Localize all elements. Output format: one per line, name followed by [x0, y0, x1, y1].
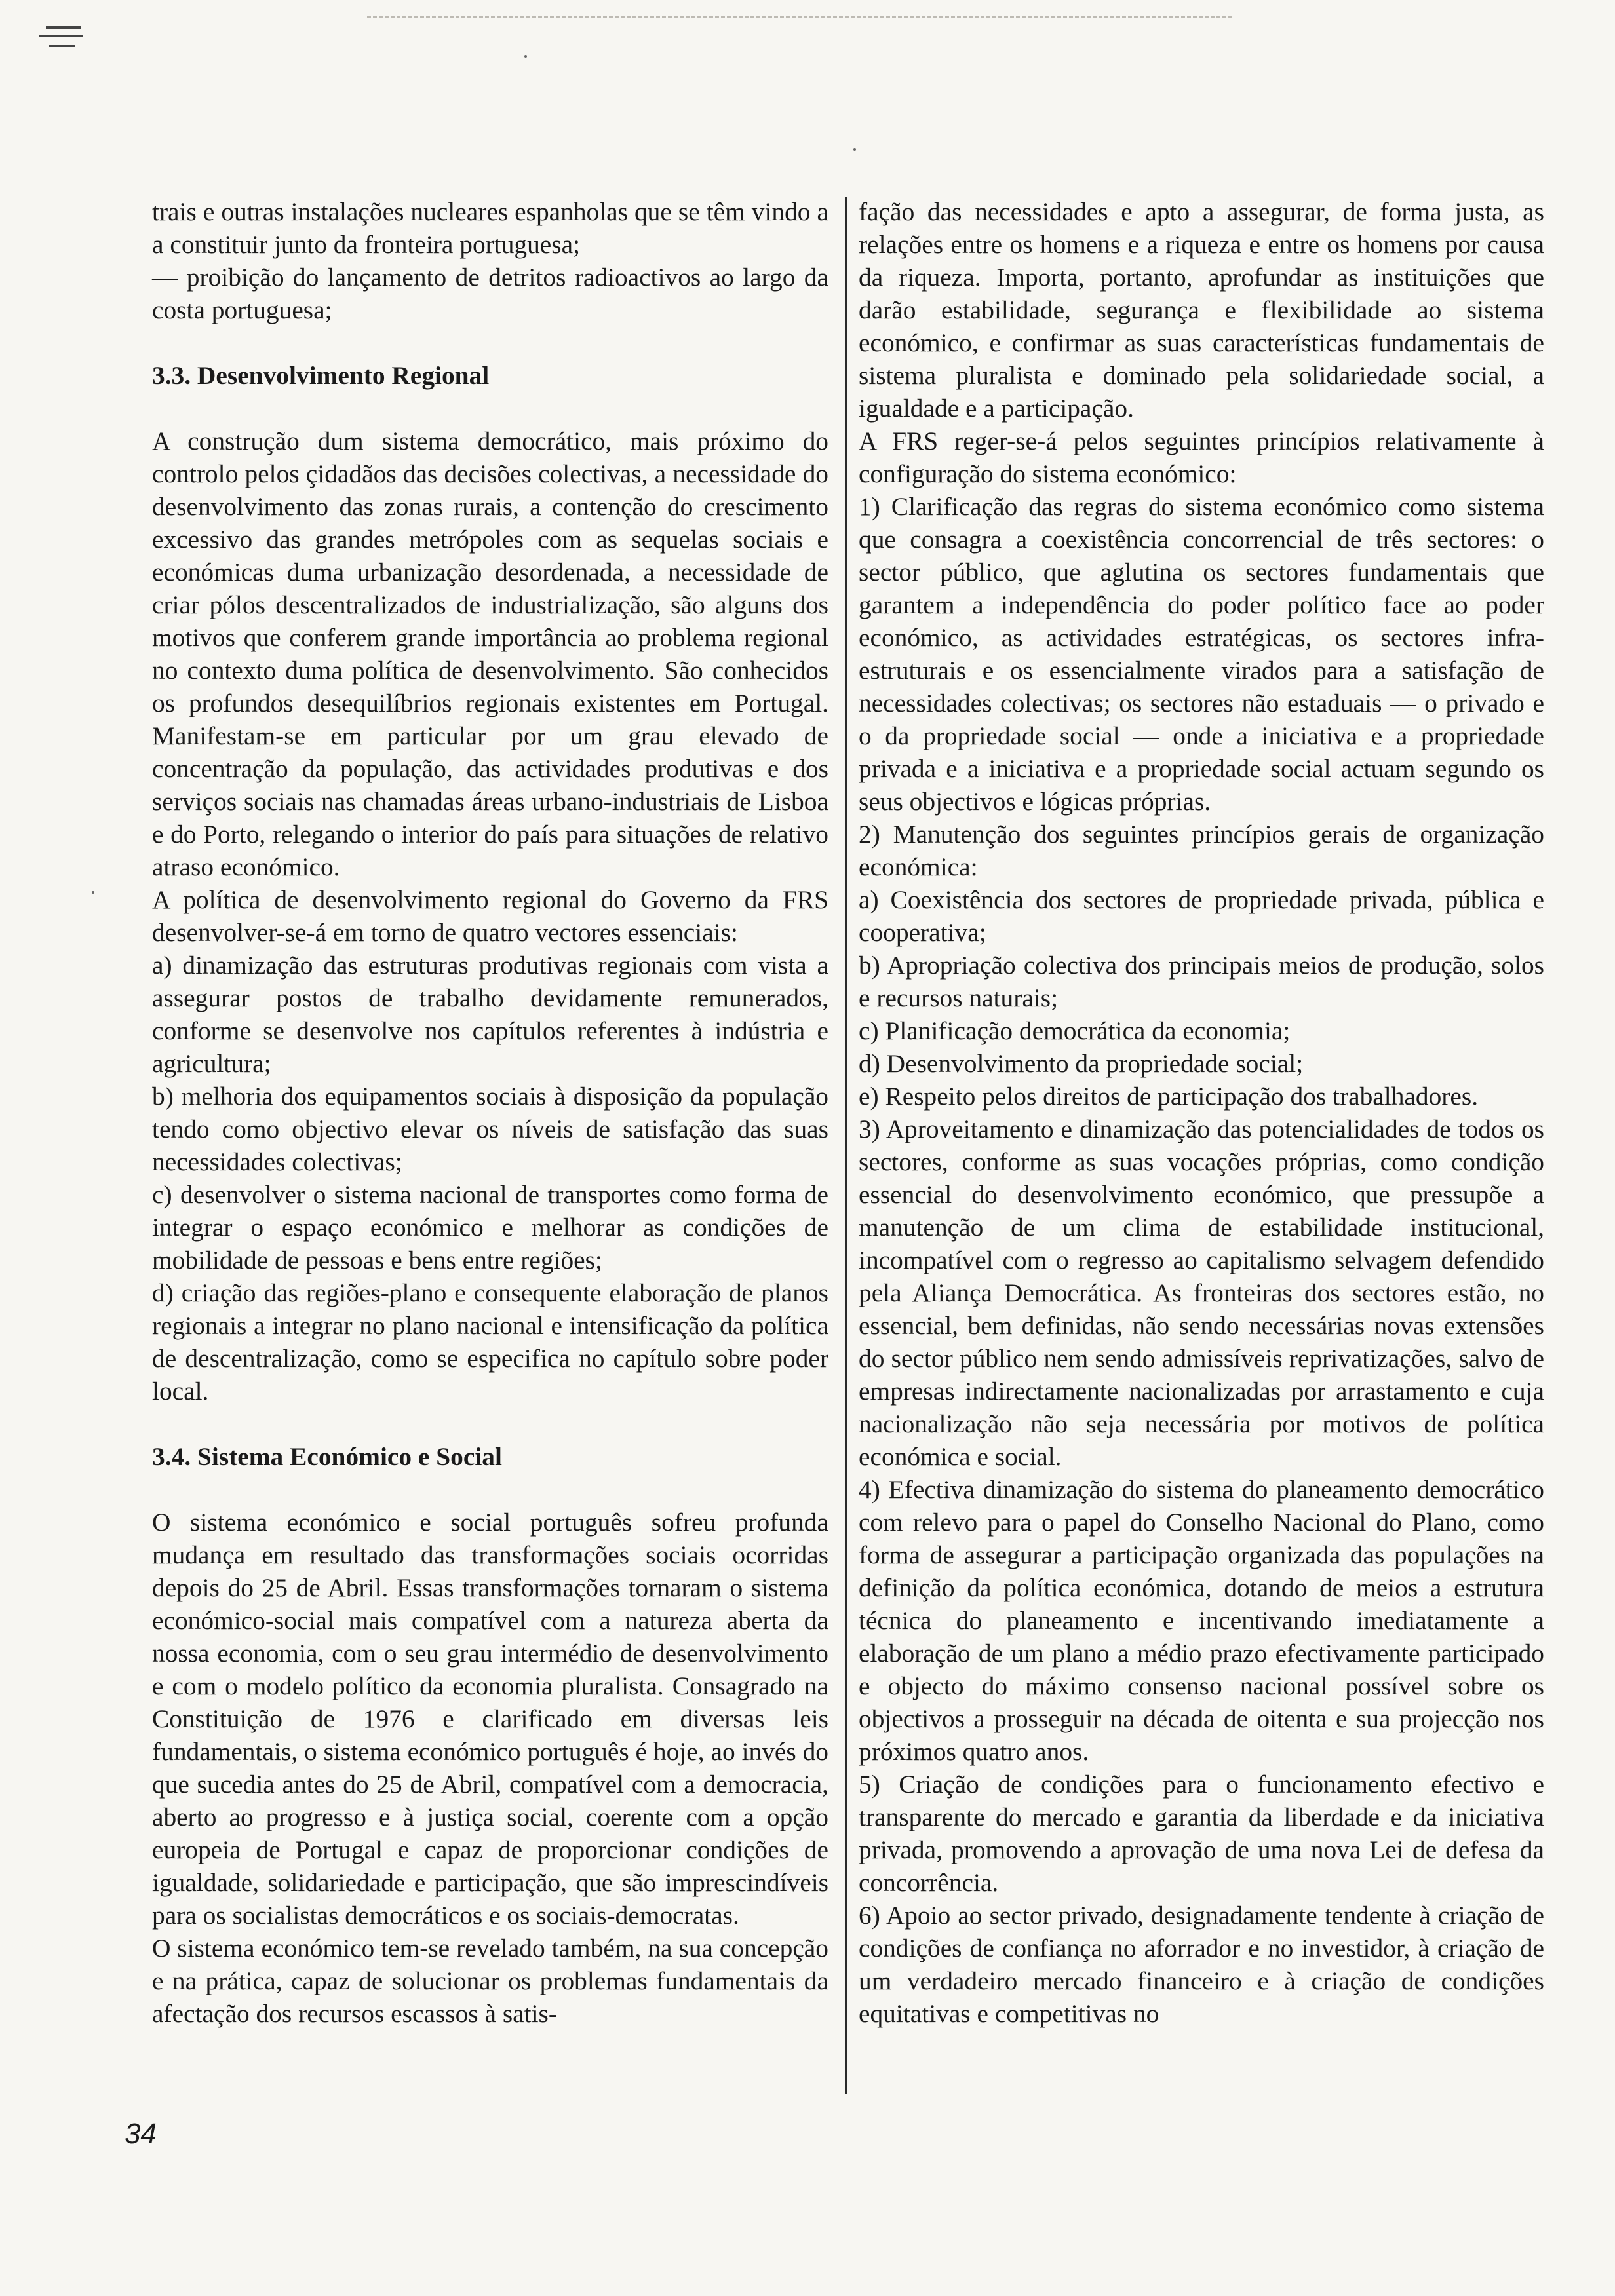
paragraph: a) dinamização das estruturas produtivas regionais com vista a assegurar postos de trabalho devidamente remunerados, conforme se desenvolve nos capítulos referentes à indústria e agricultura; [152, 951, 828, 1078]
column-divider [845, 197, 847, 2094]
paragraph: A política de desenvolvimento regional do Governo da FRS desenvolver-se-á em torno de quatro vectores essenciais: [152, 885, 828, 947]
paragraph: 5) Criação de condições para o funcionamento efectivo e transparente do mercado e garantia da liberdade e da iniciativa privada, promovendo a aprovação de uma nova Lei de defesa da concorrência. [859, 1770, 1544, 1897]
paragraph: b) melhoria dos equipamentos sociais à disposição da população tendo como objectivo elevar os níveis de satisfação das suas necessidades colectivas; [152, 1082, 828, 1176]
paragraph: O sistema económico e social português sofreu profunda mudança em resultado das transformações sociais ocorridas depois do 25 de Abril. Essas transformações tornaram o sistema económico-social mais compatível com a natureza aberta da nossa economia, com o seu grau intermédio de desenvolvimento e com o modelo político da economia pluralista. Consagrado na Constituição de 1976 e clarificado em diversas leis fundamentais, o sistema económico português é hoje, ao invés do que sucedia antes do 25 de Abril, compatível com a democracia, aberto ao progresso e à justiça social, coerente com a opção europeia de Portugal e capaz de proporcionar condições de igualdade, solidariedade e participação, que são imprescindíveis para os socialistas democráticos e os sociais-democratas. [152, 1508, 828, 1930]
section-heading: 3.4. Sistema Económico e Social [152, 1442, 502, 1471]
paragraph: 4) Efectiva dinamização do sistema do planeamento democrático com relevo para o papel do Conselho Nacional do Plano, como forma de assegurar a participação organizada das populações na definição da política económica, dotando de meios a estrutura técnica do planeamento e incentivando imediatamente a elaboração de um plano a médio prazo efectivamente participado e objecto do máximo consenso nacional possível sobre os objectivos a prosseguir na década de oitenta e sua projecção nos próximos quatro anos. [859, 1475, 1544, 1766]
left-column [152, 195, 828, 2030]
scan-dust [853, 148, 856, 151]
section-heading: 3.3. Desenvolvimento Regional [152, 361, 490, 390]
paragraph: trais e outras instalações nucleares espanholas que se têm vindo a a constituir junto da fronteira portuguesa; [152, 197, 828, 259]
paragraph: A construção dum sistema democrático, mais próximo do controlo pelos çidadãos das decisões colectivas, a necessidade do desenvolvimento das zonas rurais, a contenção do crescimento excessivo das grandes metrópoles com as sequelas sociais e económicas duma urbanização desordenada, a necessidade de criar pólos descentralizados de industrialização, são alguns dos motivos que conferem grande importância ao problema regional no contexto duma política de desenvolvimento. São conhecidos os profundos desequilíbrios regionais existentes em Portugal. Manifestam-se em particular por um grau elevado de concentração da população, das actividades produtivas e dos serviços sociais nas chamadas áreas urbano-industriais de Lisboa e do Porto, relegando o interior do país para situações de relativo atraso económico. [152, 427, 828, 881]
scan-dust [524, 55, 527, 58]
paragraph-spacer [152, 326, 828, 359]
paragraph: c) Planificação democrática da economia; [859, 1016, 1291, 1045]
paragraph: 3) Aproveitamento e dinamização das potencialidades de todos os sectores, conforme as suas vocações próprias, como condição essencial do desenvolvimento económico, que pressupõe a manutenção de um clima de estabilidade institucional, incompatível com o regresso ao capitalismo selvagem defendido pela Aliança Democrática. As fronteiras dos sectores estão, no essencial, bem definidas, não sendo necessárias novas extensões do sector público nem sendo admissíveis reprivatizações, salvo de empresas indirectamente nacionalizadas por arrastamento e cuja nacionalização não seja necessária por motivos de política económica e social. [859, 1115, 1544, 1471]
paragraph: a) Coexistência dos sectores de propriedade privada, pública e cooperativa; [859, 885, 1544, 947]
page-number: 34 [125, 2118, 157, 2150]
paragraph-spacer [152, 1473, 828, 1506]
paragraph: — proibição do lançamento de detritos radioactivos ao largo da costa portuguesa; [152, 263, 828, 324]
paragraph: 1) Clarificação das regras do sistema económico como sistema que consagra a coexistência concorrencial de três sectores: o sector público, que aglutina os sectores fundamentais que garantem a independência do poder político face ao poder económico, as actividades estratégicas, os sectores infra-estruturais e os essencialmente virados para a satisfação de necessidades colectivas; os sectores não estaduais — o privado e o da propriedade social — onde a iniciativa e a propriedade privada e a iniciativa e a propriedade social actuam segundo os seus objectivos e lógicas próprias. [859, 492, 1544, 816]
paragraph-spacer [152, 1407, 828, 1440]
right-column [859, 195, 1544, 2030]
paragraph: c) desenvolver o sistema nacional de transportes como forma de integrar o espaço económico e melhorar as condições de mobilidade de pessoas e bens entre regiões; [152, 1180, 828, 1274]
paragraph: A FRS reger-se-á pelos seguintes princípios relativamente à configuração do sistema económico: [859, 427, 1544, 488]
paragraph: O sistema económico tem-se revelado também, na sua concepção e na prática, capaz de solucionar os problemas fundamentais da afectação dos recursos escassos à satis- [152, 1934, 828, 2028]
scan-top-rule [367, 16, 1232, 18]
paragraph-spacer [152, 392, 828, 425]
paragraph: fação das necessidades e apto a assegurar, de forma justa, as relações entre os homens e a riqueza e entre os homens por causa da riqueza. Importa, portanto, aprofundar as instituições que darão estabilidade, segurança e flexibilidade ao sistema económico, e confirmar as suas características fundamentais de sistema pluralista e dominado pela solidariedade social, a igualdade e a participação. [859, 197, 1544, 423]
scan-dust [92, 891, 94, 894]
paragraph: 6) Apoio ao sector privado, designadamente tendente à criação de condições de confiança no aforrador e no investidor, à criação de um verdadeiro mercado financeiro e à criação de condições equitativas e competitivas no [859, 1901, 1544, 2028]
paragraph: e) Respeito pelos direitos de participação dos trabalhadores. [859, 1082, 1479, 1111]
paragraph: d) Desenvolvimento da propriedade social; [859, 1049, 1304, 1078]
paragraph: 2) Manutenção dos seguintes princípios gerais de organização económica: [859, 820, 1544, 881]
scan-corner-mark [39, 25, 88, 51]
paragraph: d) criação das regiões-plano e consequente elaboração de planos regionais a integrar no plano nacional e intensificação da política de descentralização, como se especifica no capítulo sobre poder local. [152, 1278, 828, 1406]
paragraph: b) Apropriação colectiva dos principais meios de produção, solos e recursos naturais; [859, 951, 1544, 1012]
